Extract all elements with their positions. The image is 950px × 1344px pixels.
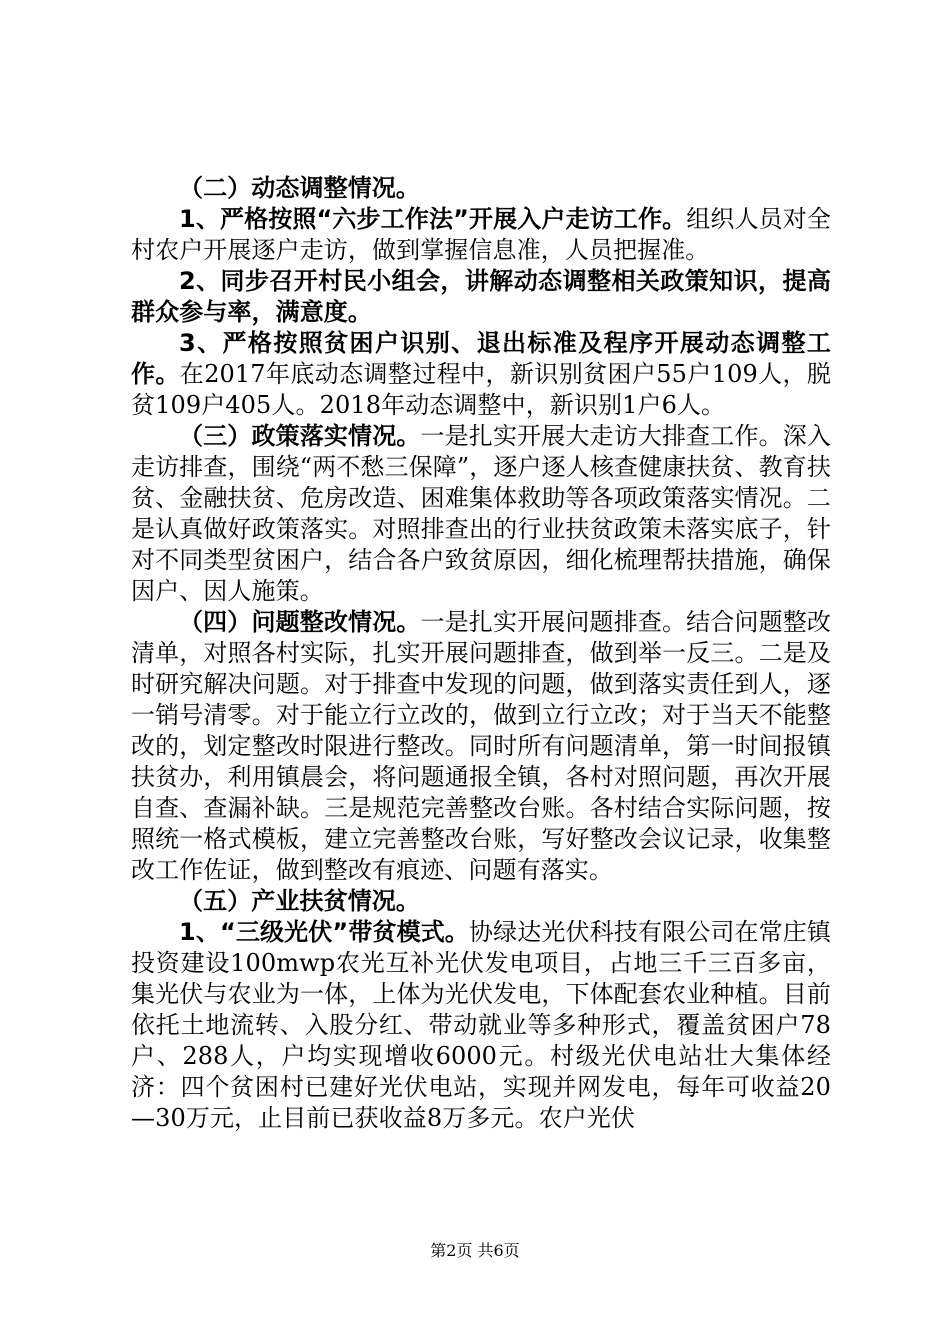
paragraph-text: 一是扎实开展大走访大排查工作。深入走访排查，围绕“两不愁三保障”，逐户逐人核查健康扶贫、教育扶贫、金融扶贫、危房改造、困难集体救助等各项政策落实情况。二是认真做好政策落实。对照排查出的行业扶贫政策未落实底子，针对不同类型贫困户，结合各户致贫原因，细化梳理帮扶措施，确保因户、因人施策。 <box>131 422 831 605</box>
paragraph-photovoltaic-model <box>131 917 831 1134</box>
paragraph-bold-lead: 1、“三级光伏”带贫模式。 <box>179 918 470 946</box>
paragraph-item-2 <box>131 266 831 328</box>
page-footer: 第2页 共6页 <box>430 1241 520 1260</box>
paragraph-bold-lead: 1、严格按照“六步工作法”开展入户走访工作。 <box>179 205 687 233</box>
paragraph-bold-lead: 2、同步召开村民小组会，讲解动态调整相关政策知识，提高群众参与率，满意度。 <box>131 267 831 326</box>
paragraph-policy-implementation <box>131 421 831 607</box>
paragraph-bold-lead: （四）问题整改情况。 <box>179 608 421 636</box>
paragraph-item-1 <box>131 204 831 266</box>
paragraph-text: 在2017年底动态调整过程中，新识别贫困户55户109人，脱贫109户405人。2018年动态调整中，新识别1户6人。 <box>131 360 831 419</box>
paragraph-bold-lead: （五）产业扶贫情况。 <box>179 887 420 915</box>
paragraph-bold-lead: （三）政策落实情况。 <box>179 422 421 450</box>
paragraph-bold-lead: （二）动态调整情况。 <box>179 174 420 202</box>
paragraph-text: 组织人员对全村农户开展逐户走访，做到掌握信息准，人员把握准。 <box>131 205 831 264</box>
paragraph-problem-rectification <box>131 607 831 886</box>
document-body <box>131 173 831 1134</box>
paragraph-text: 一是扎实开展问题排查。结合问题整改清单，对照各村实际，扎实开展问题排查，做到举一反三。二是及时研究解决问题。对于排查中发现的问题，做到落实责任到人，逐一销号清零。对于能立行立改的，做到立行立改；对于当天不能整改的，划定整改时限进行整改。同时所有问题清单，第一时间报镇扶贫办，利用镇晨会，将问题通报全镇，各村对照问题，再次开展自查、查漏补缺。三是规范完善整改台账。各村结合实际问题，按照统一格式模板，建立完善整改台账，写好整改会议记录，收集整改工作佐证，做到整改有痕迹、问题有落实。 <box>131 608 831 884</box>
paragraph-text: 协绿达光伏科技有限公司在常庄镇投资建设100mwp农光互补光伏发电项目，占地三千三百多亩，集光伏与农业为一体，上体为光伏发电，下体配套农业种植。目前依托土地流转、入股分红、带动就业等多种形式，覆盖贫困户78户、288人，户均实现增收6000元。村级光伏电站壮大集体经济：四个贫困村已建好光伏电站，实现并网发电，每年可收益20—30万元，止目前已获收益8万多元。农户光伏 <box>131 918 832 1132</box>
paragraph-item-3 <box>131 328 831 421</box>
paragraph-bold-lead: 3、严格按照贫困户识别、退出标准及程序开展动态调整工作。 <box>131 329 831 388</box>
heading-dynamic-adjustment <box>131 173 831 204</box>
heading-industry-poverty-alleviation <box>131 886 831 917</box>
